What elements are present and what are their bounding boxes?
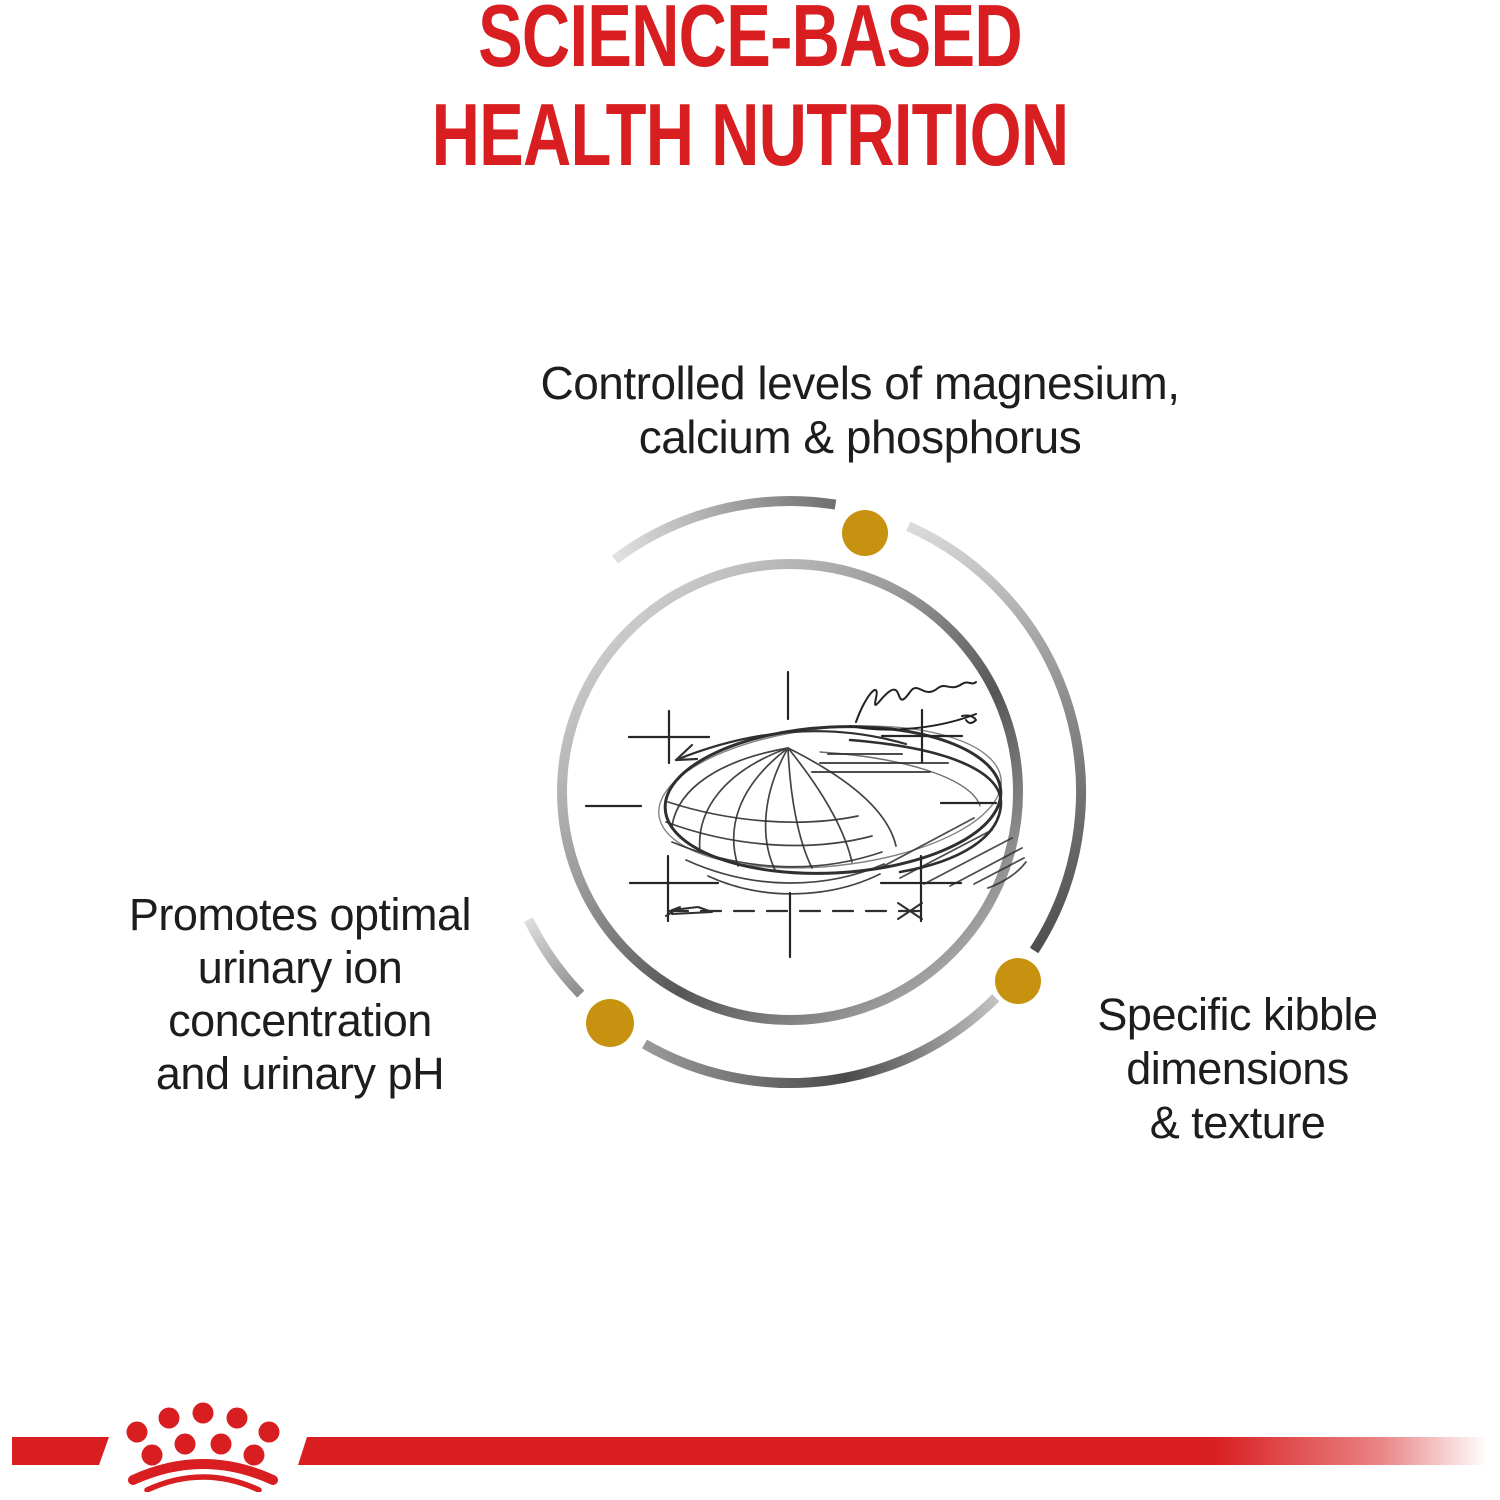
caption-urinary-line4: and urinary pH (155, 1048, 445, 1099)
kibble-sketch (586, 672, 1026, 957)
marker-top-dot (842, 510, 888, 556)
royal-canin-crown-icon (118, 1400, 294, 1492)
brand-stripe-right (298, 1437, 1500, 1465)
feature-markers (586, 510, 1041, 1047)
caption-kibble-line3: & texture (1149, 1097, 1326, 1148)
brand-stripe-left (12, 1437, 109, 1465)
marker-bottom-left-dot (586, 999, 634, 1047)
outer-ring-bottom-arc (645, 998, 996, 1083)
designer-signature (850, 682, 976, 730)
marker-bottom-right-dot (995, 958, 1041, 1004)
caption-kibble-line2: dimensions (1126, 1043, 1349, 1094)
outer-ring-top-left-arc (615, 501, 836, 560)
caption-urinary-line1: Promotes optimal (128, 889, 472, 940)
outer-ring-bottom-left-arc (529, 920, 581, 995)
page-title-line2: HEALTH NUTRITION (431, 85, 1069, 184)
page-title-line1: SCIENCE-BASED (478, 0, 1022, 85)
caption-minerals-line2: calcium & phosphorus (638, 411, 1082, 463)
caption-minerals-line1: Controlled levels of magnesium, (540, 357, 1180, 409)
caption-kibble-line1: Specific kibble (1097, 989, 1378, 1040)
caption-urinary-line2: urinary ion (197, 942, 403, 993)
caption-urinary-line3: concentration (168, 995, 432, 1046)
